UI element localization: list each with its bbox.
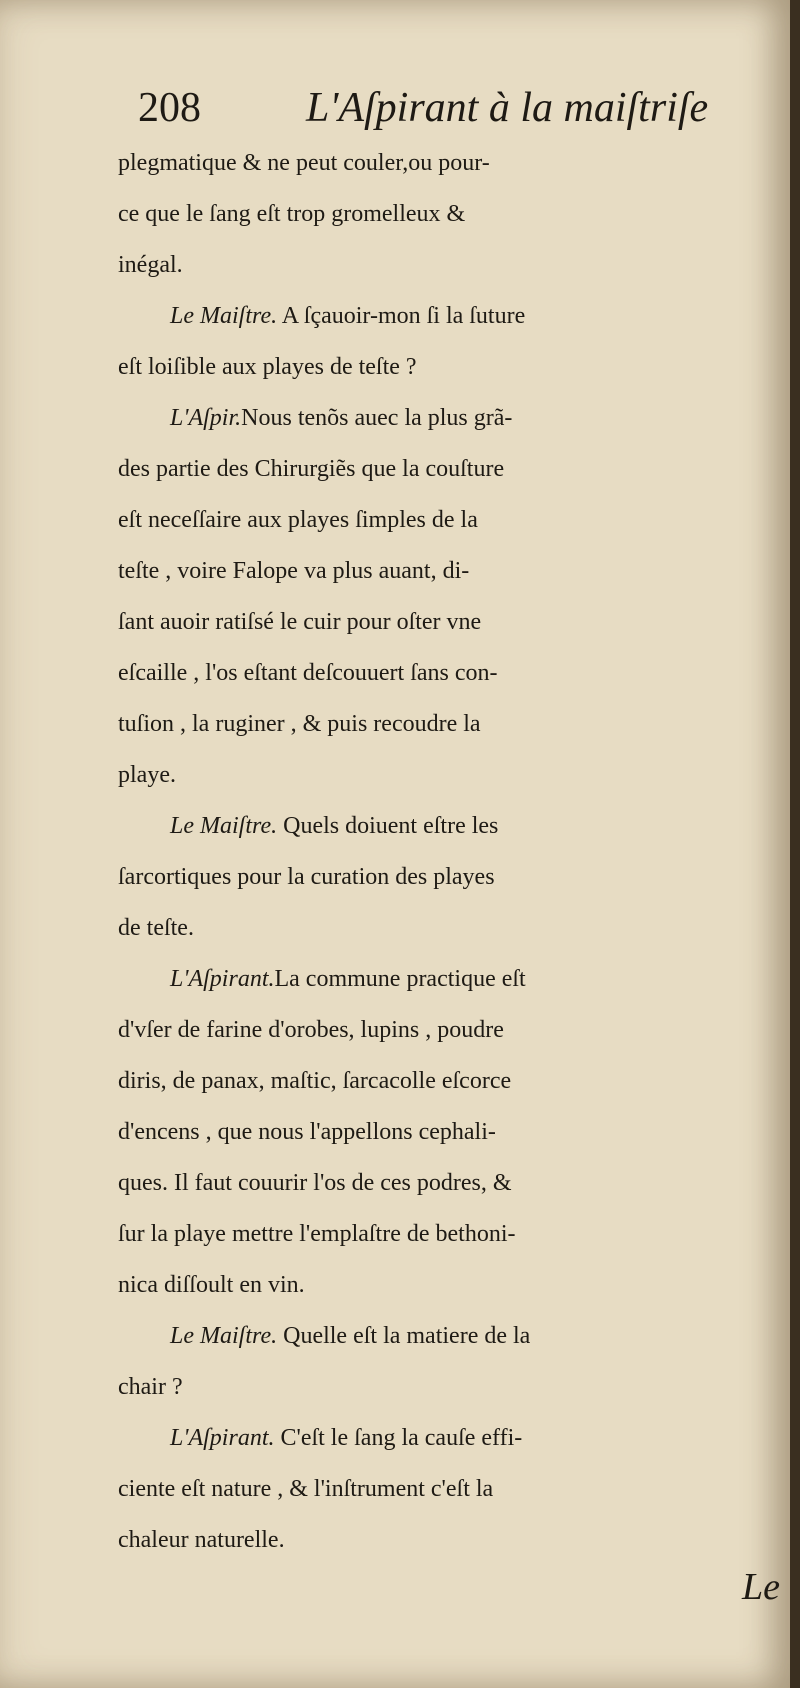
text-line: ce que le ſang eſt trop gromelleux & <box>118 201 466 227</box>
speaker-label: L'Aſpirant. <box>170 966 275 992</box>
text-line: L'Aſpir.Nous tenõs auec la plus grã- <box>170 405 513 431</box>
text-line: chair ? <box>118 1374 183 1400</box>
text-line: inégal. <box>118 252 183 278</box>
speaker-label: L'Aſpirant. <box>170 1425 275 1451</box>
text-line: eſt loiſible aux playes de teſte ? <box>118 354 417 380</box>
text-line: ſarcortiques pour la curation des playes <box>118 864 495 890</box>
text-line: de teſte. <box>118 915 194 941</box>
speaker-label: L'Aſpir. <box>170 405 242 431</box>
body-text <box>118 138 798 1566</box>
page-header <box>138 78 738 138</box>
text-line: des partie des Chirurgiẽs que la couſture <box>118 456 505 482</box>
text-line: nica diſſoult en vin. <box>118 1272 305 1298</box>
text-line: plegmatique & ne peut couler,ou pour- <box>118 150 490 176</box>
catchword: Le <box>742 1566 780 1608</box>
text-line: teſte , voire Falope va plus auant, di- <box>118 558 470 584</box>
page-number: 208 <box>138 85 201 131</box>
text-line: chaleur naturelle. <box>118 1527 285 1553</box>
text-line: diris, de panax, maſtic, ſarcacolle eſcorce <box>118 1068 512 1094</box>
running-title: L'Aſpirant à la maiſtriſe <box>306 85 709 131</box>
text-line: L'Aſpirant.La commune practique eſt <box>170 966 526 992</box>
text-line: d'vſer de farine d'orobes, lupins , poudre <box>118 1017 504 1043</box>
text-line: ques. Il faut couurir l'os de ces podres, & <box>118 1170 512 1196</box>
text-line: ciente eſt nature , & l'inſtrument c'eſt la <box>118 1476 494 1502</box>
text-line: eſcaille , l'os eſtant deſcouuert ſans con- <box>118 660 498 686</box>
speaker-label: Le Maiſtre. <box>170 813 278 839</box>
speaker-label: Le Maiſtre. <box>170 1323 278 1349</box>
text-line: L'Aſpirant. C'eſt le ſang la cauſe effi- <box>170 1425 523 1451</box>
speaker-label: Le Maiſtre. <box>170 303 278 329</box>
text-line: Le Maiſtre. Quelle eſt la matiere de la <box>170 1323 531 1349</box>
page-edge <box>790 0 800 1688</box>
text-line: playe. <box>118 762 176 788</box>
text-line: tuſion , la ruginer , & puis recoudre la <box>118 711 481 737</box>
text-line: ſant auoir ratiſsé le cuir pour oſter vne <box>118 609 482 635</box>
text-line: Le Maiſtre. A ſçauoir-mon ſi la ſuture <box>170 303 526 329</box>
text-line: ſur la playe mettre l'emplaſtre de bethoni- <box>118 1221 516 1247</box>
text-line: d'encens , que nous l'appellons cephali- <box>118 1119 496 1145</box>
text-line: Le Maiſtre. Quels doiuent eſtre les <box>170 813 499 839</box>
text-line: eſt neceſſaire aux playes ſimples de la <box>118 507 478 533</box>
